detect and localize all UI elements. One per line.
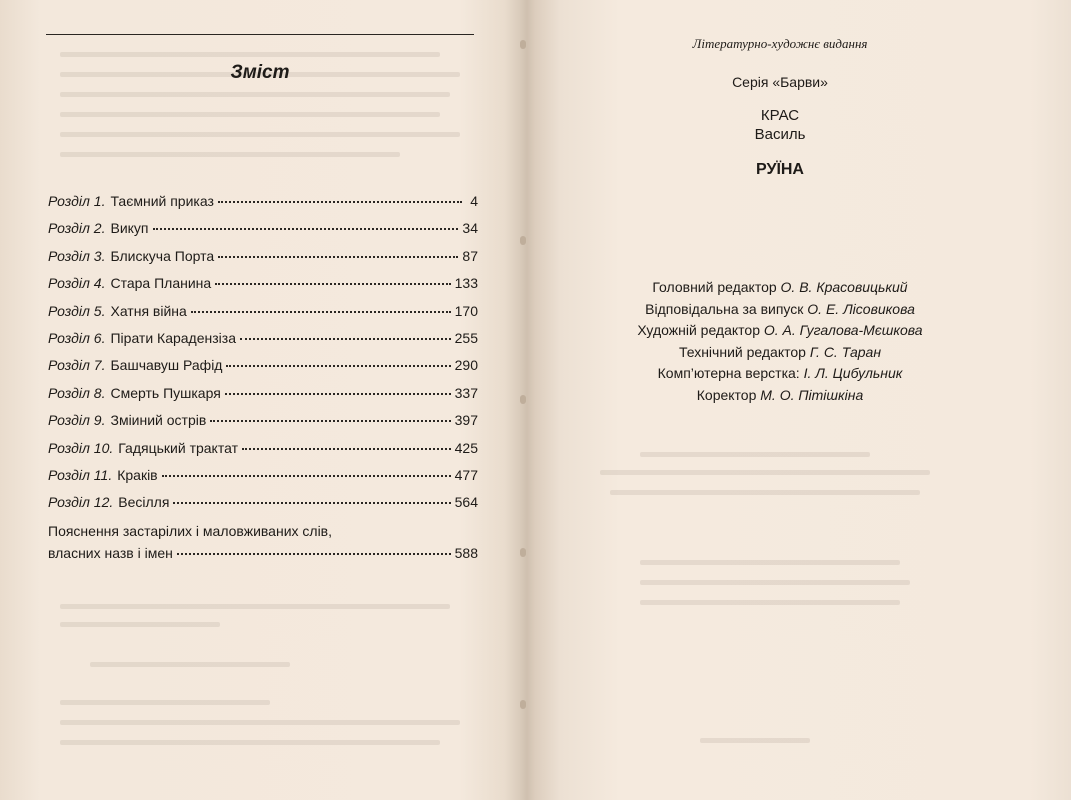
chapter-number: Розділ 6. bbox=[48, 329, 106, 346]
page-number: 337 bbox=[454, 384, 478, 401]
contents-heading: Зміст bbox=[230, 62, 290, 83]
chapter-title: Таємний приказ bbox=[110, 193, 214, 209]
chapter-title: Гадяцький трактат bbox=[118, 439, 238, 456]
chapter-title: Стара Планина bbox=[110, 275, 212, 292]
page-number: 564 bbox=[454, 494, 478, 511]
credit-role: Художній редактор bbox=[637, 322, 760, 338]
toc-entry-glossary[interactable] bbox=[48, 520, 478, 564]
binding-stitch bbox=[520, 40, 526, 49]
chapter-number: Розділ 9. bbox=[48, 412, 106, 429]
chapter-number: Розділ 7. bbox=[48, 357, 106, 374]
chapter-number: Розділ 8. bbox=[48, 384, 106, 401]
chapter-title: Блискуча Порта bbox=[110, 247, 215, 264]
credit-role: Комп’ютерна верстка: bbox=[657, 365, 800, 381]
chapter-number: Розділ 1. bbox=[48, 193, 106, 209]
chapter-title: Весілля bbox=[118, 494, 170, 511]
binding-stitch bbox=[520, 548, 526, 557]
dot-leader bbox=[177, 553, 451, 555]
glossary-title-line1: Пояснення застарілих і маловживаних слів, bbox=[48, 523, 333, 539]
dot-leader bbox=[218, 256, 458, 258]
dot-leader bbox=[218, 201, 462, 203]
dot-leader bbox=[226, 365, 450, 367]
toc-entry[interactable] bbox=[48, 220, 478, 247]
page-number: 170 bbox=[454, 302, 478, 319]
page-number: 4 bbox=[470, 193, 478, 209]
binding-stitch bbox=[520, 236, 526, 245]
credit-role: Коректор bbox=[696, 386, 757, 403]
page-number: 425 bbox=[454, 439, 478, 456]
chapter-title: Смерть Пушкаря bbox=[110, 384, 221, 401]
toc-entry[interactable] bbox=[48, 385, 478, 412]
binding-stitch bbox=[520, 395, 526, 404]
chapter-number: Розділ 3. bbox=[48, 247, 106, 264]
chapter-number: Розділ 10. bbox=[48, 439, 114, 456]
toc-entry[interactable] bbox=[48, 440, 478, 467]
credit-role: Технічний редактор bbox=[678, 343, 806, 360]
toc-entry[interactable] bbox=[48, 330, 478, 357]
chapter-title: Башчавуш Рафід bbox=[110, 357, 223, 374]
chapter-number: Розділ 5. bbox=[48, 302, 106, 319]
dot-leader bbox=[242, 448, 451, 450]
edition-type: Літературно-художнє видання bbox=[692, 36, 868, 51]
credit-line bbox=[560, 385, 1000, 407]
credit-line bbox=[560, 342, 1000, 364]
toc-entry[interactable] bbox=[48, 248, 478, 275]
toc-entry[interactable] bbox=[48, 275, 478, 302]
toc-entry[interactable] bbox=[48, 467, 478, 494]
contents-page bbox=[40, 30, 480, 770]
page-number: 290 bbox=[454, 357, 478, 374]
dot-leader bbox=[210, 420, 450, 422]
page-number: 87 bbox=[462, 247, 478, 264]
binding-stitch bbox=[520, 700, 526, 709]
credit-line bbox=[560, 277, 1000, 299]
page-number: 588 bbox=[454, 545, 478, 561]
toc-entry[interactable] bbox=[48, 303, 478, 330]
page-number: 133 bbox=[454, 275, 478, 292]
dot-leader bbox=[162, 475, 451, 477]
page-number: 34 bbox=[462, 220, 478, 237]
credit-person: О. Е. Лісовикова bbox=[807, 300, 915, 317]
dot-leader bbox=[225, 393, 451, 395]
dot-leader bbox=[191, 311, 451, 313]
dot-leader bbox=[215, 283, 450, 285]
chapter-title: Пірати Карадензіза bbox=[110, 329, 236, 346]
credit-role: Відповідальна за випуск bbox=[645, 300, 804, 317]
glossary-title-line2: власних назв і імен bbox=[48, 545, 173, 561]
chapter-number: Розділ 11. bbox=[48, 466, 113, 483]
toc-entry[interactable] bbox=[48, 357, 478, 384]
chapter-number: Розділ 12. bbox=[48, 494, 114, 511]
toc-entry[interactable] bbox=[48, 494, 478, 521]
credit-person: Г. С. Таран bbox=[809, 343, 882, 360]
chapter-number: Розділ 2. bbox=[48, 220, 106, 237]
author-first-name: Василь bbox=[754, 126, 806, 143]
credit-person: М. О. Пітішкіна bbox=[760, 386, 864, 403]
credit-line bbox=[560, 299, 1000, 321]
chapter-number: Розділ 4. bbox=[48, 275, 106, 292]
toc-entry[interactable] bbox=[48, 193, 478, 220]
dot-leader bbox=[240, 338, 451, 340]
chapter-title: Краків bbox=[117, 466, 158, 483]
dot-leader bbox=[153, 228, 459, 230]
imprint-page bbox=[560, 30, 1040, 770]
credit-person: О. А. Гугалова-Мєшкова bbox=[763, 322, 923, 338]
credit-line bbox=[560, 363, 1000, 385]
chapter-title: Хатня війна bbox=[110, 302, 187, 319]
page-number: 397 bbox=[454, 412, 478, 429]
book-title: РУЇНА bbox=[756, 161, 804, 178]
page-number: 477 bbox=[454, 466, 478, 483]
toc-entry[interactable] bbox=[48, 412, 478, 439]
credit-person: О. В. Красовицький bbox=[780, 279, 908, 295]
chapter-title: Зміиний острів bbox=[110, 412, 207, 429]
series-name: Серія «Барви» bbox=[732, 74, 828, 90]
page-number: 255 bbox=[454, 329, 478, 346]
credit-line bbox=[560, 320, 1000, 342]
dot-leader bbox=[173, 502, 450, 504]
editorial-credits bbox=[560, 277, 1000, 406]
contents-list bbox=[48, 193, 478, 522]
chapter-title: Викуп bbox=[110, 220, 149, 237]
header-rule bbox=[46, 34, 474, 35]
author-surname: КРАС bbox=[760, 107, 800, 124]
credit-role: Головний редактор bbox=[652, 279, 777, 295]
credit-person: І. Л. Цибульник bbox=[803, 365, 903, 381]
